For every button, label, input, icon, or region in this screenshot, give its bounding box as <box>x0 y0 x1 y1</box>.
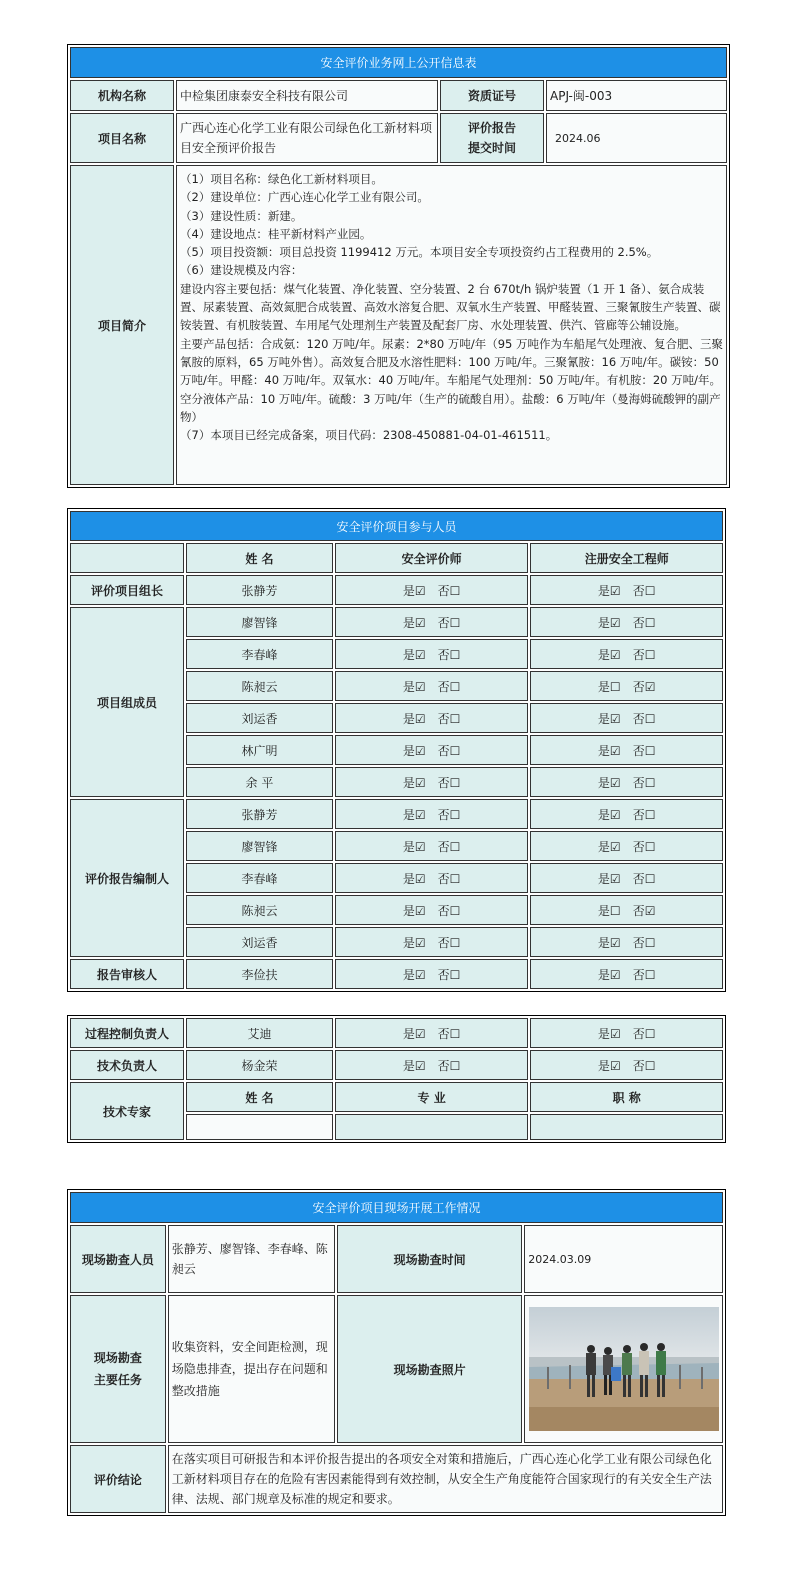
table-row <box>70 959 723 989</box>
person-name: 艾迪 <box>186 1018 333 1048</box>
no-option <box>438 1027 461 1041</box>
no-option <box>438 616 461 630</box>
yes-option <box>598 968 621 982</box>
no-option <box>633 616 656 630</box>
no-option <box>438 936 461 950</box>
site-photo-label: 现场勘查照片 <box>337 1295 522 1443</box>
checked-box-icon: ☑ <box>414 1026 426 1041</box>
group-label: 报告审核人 <box>70 959 184 989</box>
intro-line: （1）项目名称：绿色化工新材料项目。 <box>180 172 383 186</box>
checked-box-icon: ☑ <box>609 839 621 854</box>
yes-label: 是 <box>402 743 415 758</box>
yes-option <box>403 776 426 790</box>
site-work-table <box>67 1189 726 1516</box>
site-task-value: 收集资料，安全间距检测，现场隐患排查，提出存在问题和整改措施 <box>168 1295 335 1443</box>
yes-option <box>598 648 621 662</box>
yes-label: 是 <box>597 583 610 598</box>
no-option <box>633 648 656 662</box>
unchecked-box-icon: ☐ <box>644 711 656 726</box>
yes-label: 是 <box>597 679 610 694</box>
yes-label: 是 <box>402 679 415 694</box>
intro-content <box>176 165 727 485</box>
yes-label: 是 <box>597 711 610 726</box>
no-option <box>633 968 656 982</box>
no-option <box>438 584 461 598</box>
no-label: 否 <box>632 935 645 950</box>
report-date-label <box>440 113 544 163</box>
checked-box-icon: ☑ <box>609 1058 621 1073</box>
org-value: 中检集团康泰安全科技有限公司 <box>176 80 438 111</box>
engineer-checkbox-cell <box>530 1018 723 1048</box>
no-label: 否 <box>437 1058 450 1073</box>
engineer-checkbox-cell <box>530 799 723 829</box>
table-row <box>70 799 723 829</box>
no-label: 否 <box>632 903 645 918</box>
yes-label: 是 <box>597 871 610 886</box>
person-name: 廖智锋 <box>186 607 333 637</box>
unchecked-box-icon: ☐ <box>609 903 621 918</box>
site-task-label-line1: 现场勘查 <box>93 1351 142 1365</box>
no-option <box>633 872 656 886</box>
checked-box-icon: ☑ <box>609 647 621 662</box>
checked-box-icon: ☑ <box>414 583 426 598</box>
person-name: 李春峰 <box>186 863 333 893</box>
evaluator-checkbox-cell <box>335 703 529 733</box>
report-date-value: 2024.06 <box>546 113 727 163</box>
checked-box-icon: ☑ <box>609 711 621 726</box>
group-label: 评价项目组长 <box>70 575 184 605</box>
site-staff-value: 张静芳、廖智锋、李春峰、陈昶云 <box>168 1225 335 1293</box>
unchecked-box-icon: ☐ <box>644 967 656 982</box>
no-label: 否 <box>437 711 450 726</box>
engineer-checkbox-cell <box>530 607 723 637</box>
yes-label: 是 <box>597 775 610 790</box>
unchecked-box-icon: ☐ <box>449 775 461 790</box>
yes-option <box>403 712 426 726</box>
expert-col-major: 专 业 <box>335 1082 529 1112</box>
engineer-checkbox-cell <box>530 1050 723 1080</box>
engineer-checkbox-cell <box>530 959 723 989</box>
checked-box-icon: ☑ <box>609 775 621 790</box>
yes-option <box>598 744 621 758</box>
unchecked-box-icon: ☐ <box>449 647 461 662</box>
site-task-label <box>70 1295 166 1443</box>
yes-option <box>598 616 621 630</box>
no-option <box>438 840 461 854</box>
no-label: 否 <box>437 871 450 886</box>
checked-box-icon: ☑ <box>414 807 426 822</box>
yes-option <box>598 680 621 694</box>
yes-option <box>403 744 426 758</box>
unchecked-box-icon: ☐ <box>644 647 656 662</box>
checked-box-icon: ☑ <box>609 807 621 822</box>
site-time-value: 2024.03.09 <box>524 1225 723 1293</box>
intro-line: （7）本项目已经完成备案，项目代码：2308-450881-04-01-461511。 <box>180 428 558 443</box>
no-option <box>438 872 461 886</box>
evaluator-checkbox-cell <box>335 831 529 861</box>
table-row <box>70 575 723 605</box>
site-task-label-line2: 主要任务 <box>93 1373 142 1387</box>
yes-label: 是 <box>402 871 415 886</box>
yes-option <box>403 1027 426 1041</box>
yes-option <box>598 840 621 854</box>
no-label: 否 <box>632 839 645 854</box>
yes-label: 是 <box>402 615 415 630</box>
personnel-table <box>67 508 726 992</box>
unchecked-box-icon: ☐ <box>644 839 656 854</box>
person-name: 李春峰 <box>186 639 333 669</box>
yes-option <box>403 616 426 630</box>
checked-box-icon: ☑ <box>414 775 426 790</box>
no-label: 否 <box>632 1026 645 1041</box>
no-option <box>633 904 656 918</box>
no-label: 否 <box>437 935 450 950</box>
expert-col-name: 姓 名 <box>186 1082 333 1112</box>
evaluator-checkbox-cell <box>335 1050 529 1080</box>
site-photo-cell <box>524 1295 723 1443</box>
no-option <box>633 808 656 822</box>
intro-line: （6）建设规模及内容： <box>180 263 303 278</box>
no-label: 否 <box>632 583 645 598</box>
checked-box-icon: ☑ <box>609 615 621 630</box>
public-info-table <box>67 44 730 488</box>
checked-box-icon: ☑ <box>414 711 426 726</box>
no-label: 否 <box>437 839 450 854</box>
intro-line: 主要产品包括：合成氨：120 万吨/年。尿素：2*80 万吨/年（95 万吨作为车船尾气处理液、复合肥、三聚氰胺的原料，65 万吨外售）。高效复合肥及水溶性肥料：100 万吨/年。三聚氰胺：16 万吨/年。碳铵：50 万吨/年。甲醛：40 万吨/年。双氧水：40 万吨/年。车船尾气处理剂：50 万吨/年。有机胺：20 万吨/年。空分液体产品：10 万吨/年。硫酸：3 万吨/年（生产的硫酸自用）。盐酸：6 万吨/年（曼海姆硫酸钾的副产物） <box>180 336 723 424</box>
yes-label: 是 <box>597 967 610 982</box>
expert-major-cell <box>335 1114 529 1140</box>
unchecked-box-icon: ☐ <box>449 839 461 854</box>
person-name: 张静芳 <box>186 799 333 829</box>
yes-label: 是 <box>597 935 610 950</box>
yes-option <box>598 808 621 822</box>
evaluator-checkbox-cell <box>335 895 529 925</box>
control-table <box>67 1015 726 1143</box>
no-option <box>438 904 461 918</box>
no-label: 否 <box>437 903 450 918</box>
yes-label: 是 <box>597 1058 610 1073</box>
evaluator-checkbox-cell <box>335 1018 529 1048</box>
unchecked-box-icon: ☐ <box>644 1058 656 1073</box>
no-label: 否 <box>632 679 645 694</box>
no-option <box>438 1059 461 1073</box>
site-staff-label: 现场勘查人员 <box>70 1225 166 1293</box>
personnel-corner-cell <box>70 543 184 573</box>
evaluator-checkbox-cell <box>335 863 529 893</box>
no-label: 否 <box>437 1026 450 1041</box>
checked-box-icon: ☑ <box>414 871 426 886</box>
checked-box-icon: ☑ <box>644 679 656 694</box>
checked-box-icon: ☑ <box>414 1058 426 1073</box>
yes-label: 是 <box>402 1058 415 1073</box>
checked-box-icon: ☑ <box>609 967 621 982</box>
yes-label: 是 <box>597 615 610 630</box>
group-label: 项目组成员 <box>70 607 184 797</box>
person-name: 余 平 <box>186 767 333 797</box>
intro-line: （3）建设性质：新建。 <box>180 208 303 223</box>
no-option <box>438 712 461 726</box>
conclusion-value: 在落实项目可研报告和本评价报告提出的各项安全对策和措施后，广西心连心化学工业有限公司绿色化工新材料项目存在的危险有害因素能得到有效控制，从安全生产角度能符合国家现行的有关安全生产法律、法规、部门规章及标准的规定和要求。 <box>168 1445 723 1513</box>
no-option <box>633 1059 656 1073</box>
yes-option <box>598 712 621 726</box>
checked-box-icon: ☑ <box>414 615 426 630</box>
no-option <box>438 648 461 662</box>
unchecked-box-icon: ☐ <box>644 871 656 886</box>
checked-box-icon: ☑ <box>414 679 426 694</box>
unchecked-box-icon: ☐ <box>449 871 461 886</box>
org-label: 机构名称 <box>70 80 174 111</box>
yes-option <box>598 776 621 790</box>
yes-label: 是 <box>402 967 415 982</box>
unchecked-box-icon: ☐ <box>449 807 461 822</box>
no-label: 否 <box>632 743 645 758</box>
engineer-checkbox-cell <box>530 671 723 701</box>
engineer-checkbox-cell <box>530 863 723 893</box>
no-label: 否 <box>632 647 645 662</box>
no-label: 否 <box>437 583 450 598</box>
no-option <box>633 936 656 950</box>
yes-label: 是 <box>402 935 415 950</box>
unchecked-box-icon: ☐ <box>449 935 461 950</box>
yes-option <box>598 1027 621 1041</box>
no-label: 否 <box>437 967 450 982</box>
intro-line: （5）项目投资额：项目总投资 1199412 万元。本项目安全专项投资约占工程费用的 2.5%。 <box>180 245 659 260</box>
checked-box-icon: ☑ <box>414 743 426 758</box>
no-option <box>633 680 656 694</box>
col-engineer-header: 注册安全工程师 <box>530 543 723 573</box>
unchecked-box-icon: ☐ <box>449 711 461 726</box>
engineer-checkbox-cell <box>530 735 723 765</box>
evaluator-checkbox-cell <box>335 607 529 637</box>
info-table-title: 安全评价业务网上公开信息表 <box>70 47 727 78</box>
site-table-title: 安全评价项目现场开展工作情况 <box>70 1192 723 1223</box>
yes-label: 是 <box>402 807 415 822</box>
evaluator-checkbox-cell <box>335 735 529 765</box>
yes-label: 是 <box>597 903 610 918</box>
cert-label: 资质证号 <box>440 80 544 111</box>
evaluator-checkbox-cell <box>335 639 529 669</box>
intro-label: 项目简介 <box>70 165 174 485</box>
engineer-checkbox-cell <box>530 767 723 797</box>
checked-box-icon: ☑ <box>644 903 656 918</box>
group-label: 评价报告编制人 <box>70 799 184 957</box>
yes-option <box>403 1059 426 1073</box>
unchecked-box-icon: ☐ <box>449 903 461 918</box>
yes-label: 是 <box>597 807 610 822</box>
person-name: 陈昶云 <box>186 671 333 701</box>
yes-label: 是 <box>597 1026 610 1041</box>
personnel-table-title: 安全评价项目参与人员 <box>70 511 723 541</box>
unchecked-box-icon: ☐ <box>644 1026 656 1041</box>
table-row <box>70 1018 723 1048</box>
no-label: 否 <box>632 711 645 726</box>
no-label: 否 <box>632 1058 645 1073</box>
yes-label: 是 <box>597 743 610 758</box>
no-option <box>438 808 461 822</box>
no-label: 否 <box>437 743 450 758</box>
unchecked-box-icon: ☐ <box>644 807 656 822</box>
yes-label: 是 <box>402 903 415 918</box>
evaluator-checkbox-cell <box>335 575 529 605</box>
no-option <box>438 744 461 758</box>
report-date-label-line2: 提交时间 <box>467 141 516 155</box>
no-option <box>633 1027 656 1041</box>
table-row <box>70 607 723 637</box>
unchecked-box-icon: ☐ <box>644 775 656 790</box>
yes-option <box>403 936 426 950</box>
expert-title-cell <box>530 1114 723 1140</box>
yes-label: 是 <box>597 647 610 662</box>
no-option <box>633 744 656 758</box>
project-label: 项目名称 <box>70 113 174 163</box>
yes-option <box>598 936 621 950</box>
evaluator-checkbox-cell <box>335 927 529 957</box>
yes-option <box>403 584 426 598</box>
yes-label: 是 <box>402 1026 415 1041</box>
conclusion-label: 评价结论 <box>70 1445 166 1513</box>
no-label: 否 <box>632 967 645 982</box>
checked-box-icon: ☑ <box>414 967 426 982</box>
engineer-checkbox-cell <box>530 703 723 733</box>
evaluator-checkbox-cell <box>335 671 529 701</box>
intro-line: （2）建设单位：广西心连心化学工业有限公司。 <box>180 190 429 205</box>
intro-line: （4）建设地点：桂平新材料产业园。 <box>180 226 372 241</box>
checked-box-icon: ☑ <box>609 871 621 886</box>
report-date-label-line1: 评价报告 <box>467 121 516 135</box>
no-option <box>438 968 461 982</box>
yes-option <box>403 968 426 982</box>
checked-box-icon: ☑ <box>414 647 426 662</box>
group-label: 技术负责人 <box>70 1050 184 1080</box>
engineer-checkbox-cell <box>530 895 723 925</box>
unchecked-box-icon: ☐ <box>449 967 461 982</box>
expert-label: 技术专家 <box>70 1082 184 1140</box>
person-name: 李俭扶 <box>186 959 333 989</box>
checked-box-icon: ☑ <box>609 743 621 758</box>
no-label: 否 <box>437 807 450 822</box>
unchecked-box-icon: ☐ <box>609 679 621 694</box>
site-time-label: 现场勘查时间 <box>337 1225 522 1293</box>
yes-label: 是 <box>402 647 415 662</box>
person-name: 陈昶云 <box>186 895 333 925</box>
col-name-header: 姓 名 <box>186 543 333 573</box>
no-option <box>633 776 656 790</box>
no-option <box>438 680 461 694</box>
unchecked-box-icon: ☐ <box>644 935 656 950</box>
yes-label: 是 <box>597 839 610 854</box>
person-name: 刘运香 <box>186 703 333 733</box>
no-label: 否 <box>632 807 645 822</box>
yes-option <box>403 680 426 694</box>
checked-box-icon: ☑ <box>414 839 426 854</box>
checked-box-icon: ☑ <box>414 903 426 918</box>
yes-label: 是 <box>402 711 415 726</box>
no-label: 否 <box>437 615 450 630</box>
checked-box-icon: ☑ <box>609 583 621 598</box>
yes-label: 是 <box>402 775 415 790</box>
no-option <box>633 840 656 854</box>
yes-option <box>403 808 426 822</box>
engineer-checkbox-cell <box>530 575 723 605</box>
unchecked-box-icon: ☐ <box>449 679 461 694</box>
unchecked-box-icon: ☐ <box>644 743 656 758</box>
no-option <box>438 776 461 790</box>
unchecked-box-icon: ☐ <box>644 583 656 598</box>
unchecked-box-icon: ☐ <box>644 615 656 630</box>
checked-box-icon: ☑ <box>414 935 426 950</box>
no-label: 否 <box>632 871 645 886</box>
no-option <box>633 712 656 726</box>
evaluator-checkbox-cell <box>335 799 529 829</box>
no-label: 否 <box>437 679 450 694</box>
unchecked-box-icon: ☐ <box>449 743 461 758</box>
yes-option <box>403 648 426 662</box>
group-label: 过程控制负责人 <box>70 1018 184 1048</box>
project-value: 广西心连心化学工业有限公司绿色化工新材料项目安全预评价报告 <box>176 113 438 163</box>
expert-name-cell <box>186 1114 333 1140</box>
person-name: 林广明 <box>186 735 333 765</box>
person-name: 张静芳 <box>186 575 333 605</box>
site-photo <box>529 1307 719 1431</box>
engineer-checkbox-cell <box>530 927 723 957</box>
no-label: 否 <box>632 615 645 630</box>
col-evaluator-header: 安全评价师 <box>335 543 529 573</box>
no-label: 否 <box>437 647 450 662</box>
no-option <box>633 584 656 598</box>
yes-option <box>403 872 426 886</box>
intro-line: 建设内容主要包括：煤气化装置、净化装置、空分装置、2 台 670t/h 锅炉装置（1 开 1 备）、氨合成装置、尿素装置、高效氮肥合成装置、高效水溶复合肥、双氧水生产装置、甲醛装置、三聚氰胺生产装置、碳铵装置、有机胺装置、车用尾气处理剂生产装置及配套厂房、水处理装置、供汽、管廊等公辅设施。 <box>180 281 721 333</box>
unchecked-box-icon: ☐ <box>449 1026 461 1041</box>
yes-option <box>598 872 621 886</box>
evaluator-checkbox-cell <box>335 767 529 797</box>
person-name: 廖智锋 <box>186 831 333 861</box>
yes-option <box>598 1059 621 1073</box>
evaluator-checkbox-cell <box>335 959 529 989</box>
yes-label: 是 <box>402 583 415 598</box>
yes-option <box>403 840 426 854</box>
checked-box-icon: ☑ <box>609 1026 621 1041</box>
no-label: 否 <box>632 775 645 790</box>
unchecked-box-icon: ☐ <box>449 583 461 598</box>
no-label: 否 <box>437 775 450 790</box>
expert-col-title: 职 称 <box>530 1082 723 1112</box>
yes-option <box>598 584 621 598</box>
table-row <box>70 1050 723 1080</box>
yes-label: 是 <box>402 839 415 854</box>
engineer-checkbox-cell <box>530 639 723 669</box>
person-name: 刘运香 <box>186 927 333 957</box>
checked-box-icon: ☑ <box>609 935 621 950</box>
engineer-checkbox-cell <box>530 831 723 861</box>
unchecked-box-icon: ☐ <box>449 615 461 630</box>
yes-option <box>598 904 621 918</box>
cert-value: APJ-闽-003 <box>546 80 727 111</box>
person-name: 杨金荣 <box>186 1050 333 1080</box>
unchecked-box-icon: ☐ <box>449 1058 461 1073</box>
yes-option <box>403 904 426 918</box>
